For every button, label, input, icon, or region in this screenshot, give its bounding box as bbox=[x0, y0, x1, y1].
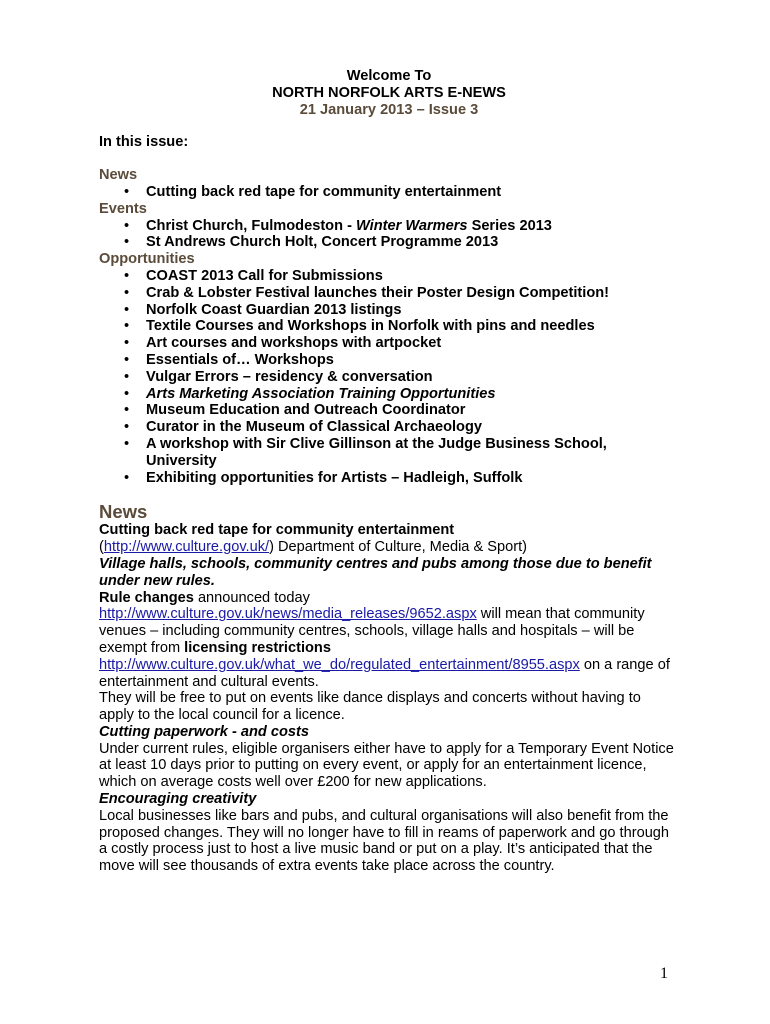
article-subhead: Village halls, schools, community centres and pubs among those due to benefit under new rules. bbox=[99, 555, 652, 589]
toc-item: • A workshop with Sir Clive Gillinson at the Judge Business School, University bbox=[99, 436, 679, 470]
article-paragraph: Local businesses like bars and pubs, and cultural organisations will also benefit from the proposed changes. They will no longer have to fill in reams of paperwork and go through a costly process just to host a live music band or put on a play. It’s anticipated that the move will see thousands of extra events take place across the country. bbox=[99, 807, 670, 875]
toc-item: • Exhibiting opportunities for Artists – Hadleigh, Suffolk bbox=[99, 470, 679, 487]
issue-date: 21 January 2013 – Issue 3 bbox=[299, 101, 479, 118]
in-this-issue-heading: In this issue: bbox=[99, 134, 189, 151]
toc-item: • Art courses and workshops with artpocket bbox=[99, 335, 679, 352]
toc-item: • Vulgar Errors – residency & conversation bbox=[99, 369, 679, 386]
newsletter-title: NORTH NORFOLK ARTS E-NEWS bbox=[272, 84, 506, 101]
toc-item: • Crab & Lobster Festival launches their Poster Design Competition! bbox=[99, 285, 679, 302]
toc-news-label: News bbox=[99, 167, 138, 184]
page-number: 1 bbox=[660, 965, 668, 982]
toc-item: • Museum Education and Outreach Coordinator bbox=[99, 402, 679, 419]
welcome-line: Welcome To bbox=[346, 68, 432, 84]
toc-item: • Curator in the Museum of Classical Archaeology bbox=[99, 419, 679, 436]
regulated-entertainment-link[interactable]: http://www.culture.gov.uk/what_we_do/regulated_entertainment/8955.aspx bbox=[99, 656, 580, 673]
article-paragraph: Under current rules, eligible organisers either have to apply for a Temporary Event Notice at least 10 days prior to putting on every event, or apply for an entertainment licence, which on average costs well over £200 for new applications. bbox=[99, 740, 674, 791]
toc-news-list bbox=[99, 184, 679, 201]
toc-events-list bbox=[99, 218, 679, 252]
article-source: (http://www.culture.gov.uk/) Department of Culture, Media & Sport) bbox=[99, 539, 528, 556]
toc-item: • St Andrews Church Holt, Concert Programme 2013 bbox=[99, 234, 679, 251]
toc-opportunities-list bbox=[99, 268, 679, 486]
toc-item: • Arts Marketing Association Training Opportunities bbox=[99, 386, 679, 403]
media-release-link[interactable]: http://www.culture.gov.uk/news/media_releases/9652.aspx bbox=[99, 606, 477, 623]
toc-item: • Norfolk Coast Guardian 2013 listings bbox=[99, 302, 679, 319]
subheading-encouraging-creativity: Encouraging creativity bbox=[99, 791, 257, 808]
news-section-heading: News bbox=[99, 501, 148, 523]
document-page bbox=[99, 68, 679, 875]
article-headline: Cutting back red tape for community entertainment bbox=[99, 522, 455, 539]
toc-opportunities-label: Opportunities bbox=[99, 251, 195, 268]
article-paragraph: Rule changes announced today http://www.culture.gov.uk/news/media_releases/9652.aspx will mean that community venues – including community centres, schools, village halls and hospitals – will be exempt from licensing restrictions http://www.culture.gov.uk/what_we_do/regulated_entertainment/8955.aspx on a range of entertainment and cultural events. bbox=[99, 589, 670, 690]
toc-events-label: Events bbox=[99, 200, 147, 217]
toc-item: • Christ Church, Fulmodeston - Winter Warmers Series 2013 bbox=[99, 218, 679, 235]
toc-item: • Textile Courses and Workshops in Norfolk with pins and needles bbox=[99, 318, 679, 335]
source-link[interactable]: http://www.culture.gov.uk/ bbox=[103, 539, 270, 556]
toc-item: • Cutting back red tape for community entertainment bbox=[99, 184, 679, 201]
toc-item: • COAST 2013 Call for Submissions bbox=[99, 268, 679, 285]
article-paragraph: They will be free to put on events like dance displays and concerts without having to apply to the local council for a licence. bbox=[99, 690, 641, 724]
toc-item: • Essentials of… Workshops bbox=[99, 352, 679, 369]
subheading-cutting-paperwork: Cutting paperwork - and costs bbox=[99, 723, 310, 740]
